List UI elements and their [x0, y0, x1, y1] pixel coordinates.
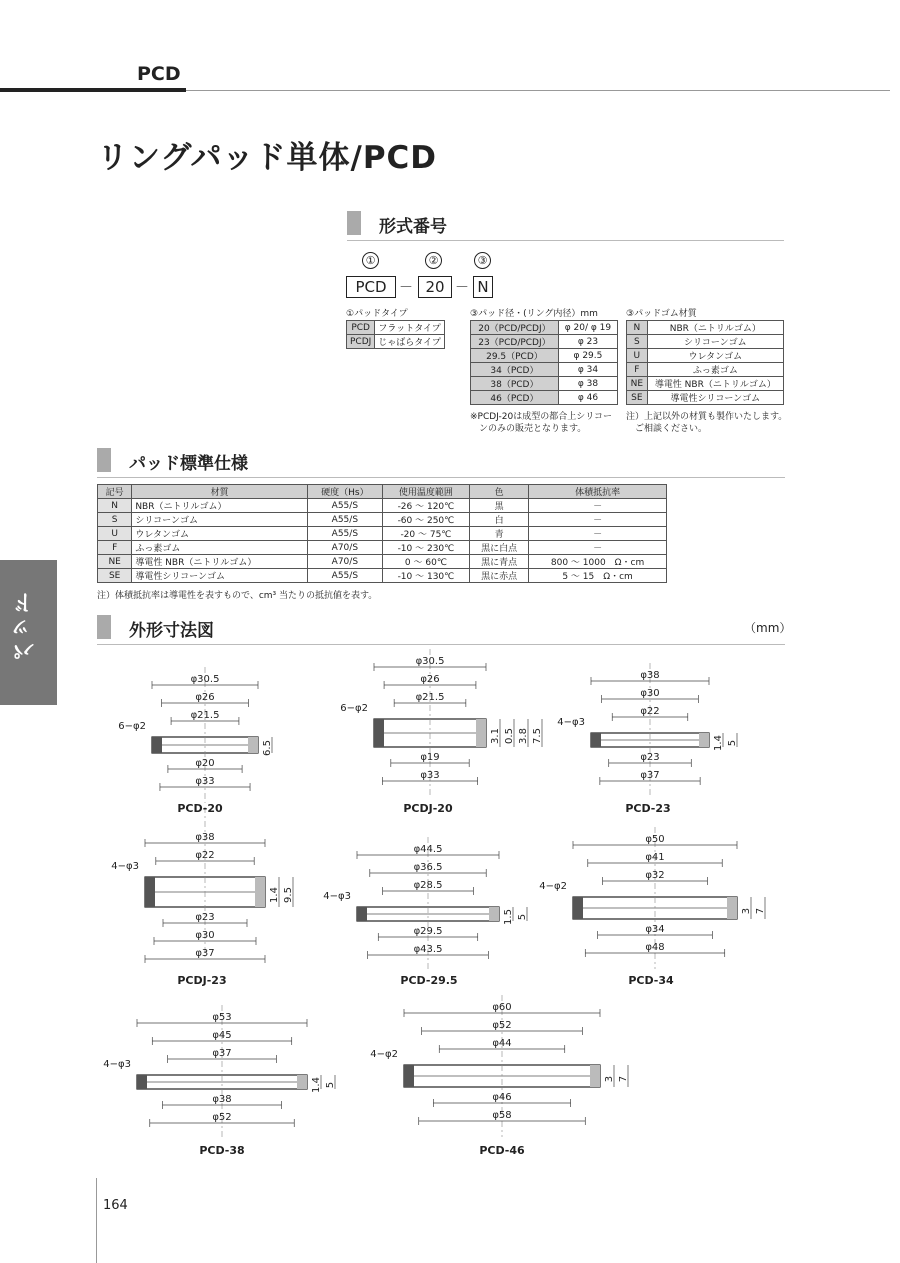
drawing-pcd-38-bottom-dim-1-text: φ52: [212, 1112, 232, 1123]
section-label: PCD: [137, 63, 181, 85]
rubber-note-2: ご相談ください。: [626, 424, 708, 434]
cell: ウレタンゴム: [132, 527, 308, 541]
cell: A70/S: [307, 555, 382, 569]
table-row: [98, 527, 667, 541]
header-rule: [186, 90, 890, 91]
column-header: 体積抵抗率: [529, 485, 667, 499]
pad-type-caption: ①パッドタイプ: [346, 309, 408, 319]
drawing-pcd-46-hole-label: 4−φ2: [370, 1049, 398, 1060]
drawing-pcd-34-section-left: [573, 897, 583, 919]
dims-heading: 外形寸法図: [129, 621, 214, 641]
drawing-pcdj-23-section-left: [145, 877, 155, 907]
model-box-material: N: [473, 276, 493, 298]
drawing-pcd-29-5-section-left: [357, 907, 367, 921]
footer-rule: [96, 1178, 97, 1263]
drawing-pcd-29-5-section-right: [489, 907, 499, 921]
cell: 800 ～ 1000 Ω・cm: [529, 555, 667, 569]
cell: シリコーンゴム: [647, 335, 783, 349]
drawing-pcd-46-side-dim-1: 7: [618, 1075, 629, 1083]
cell: A55/S: [307, 569, 382, 583]
cell: NE: [98, 555, 132, 569]
drawing-pcd-34-side-dim-1: 7: [755, 907, 766, 915]
spec-heading: パッド標準仕様: [129, 454, 248, 474]
drawing-pcd-23-side-dim-0: 1.4: [713, 735, 724, 751]
table-row: [98, 569, 667, 583]
cell: 23（PCD/PCDJ）: [471, 335, 559, 349]
table-row: [627, 363, 784, 377]
drawing-pcd-20-bottom-dim-1-text: φ33: [195, 776, 215, 787]
table-row: [627, 391, 784, 405]
drawing-pcd-38-bottom-dim-0-text: φ38: [212, 1094, 232, 1105]
table-row: [471, 377, 618, 391]
drawing-pcd-46-bottom-dim-1-text: φ58: [492, 1110, 512, 1121]
cell: -26 ～ 120℃: [382, 499, 469, 513]
drawing-pcd-29-5-side-dim-0: 1.5: [503, 909, 514, 925]
pad-diameter-table: [470, 320, 618, 405]
drawing-pcd-34-top-dim-1-text: φ41: [645, 852, 665, 863]
unit-label: （mm）: [744, 621, 792, 635]
drawing-label-pcd-23: PCD-23: [625, 802, 671, 815]
drawing-pcd-20-section-left: [152, 737, 162, 753]
header-bar: [0, 88, 186, 92]
drawing-pcdj-20-top-dim-0-text: φ30.5: [415, 656, 445, 667]
cell: φ 38: [558, 377, 617, 391]
model-number-heading: 形式番号: [379, 217, 447, 237]
cell: 0 ～ 60℃: [382, 555, 469, 569]
column-header: 使用温度範囲: [382, 485, 469, 499]
table-row: [471, 349, 618, 363]
drawing-pcd-38-section-left: [137, 1075, 147, 1089]
drawing-pcdj-23-hole-label: 4−φ3: [111, 861, 139, 872]
cell: A55/S: [307, 499, 382, 513]
cell: 導電性シリコーンゴム: [647, 391, 783, 405]
drawing-label-pcdj-23: PCDJ-23: [177, 974, 227, 987]
drawing-pcdj-20-hole-label: 6−φ2: [340, 703, 368, 714]
cell: NBR（ニトリルゴム）: [647, 321, 783, 335]
heading-rule: [347, 240, 784, 241]
drawing-pcdj-23-top-dim-1-text: φ22: [195, 850, 215, 861]
drawing-pcd-29-5-bottom-dim-0-text: φ29.5: [413, 926, 443, 937]
rubber-note-1: 注）上記以外の材質も製作いたします。: [626, 412, 788, 422]
pad-type-table: [346, 320, 445, 349]
drawing-label-pcd-29-5: PCD-29.5: [400, 974, 458, 987]
cell: F: [627, 363, 648, 377]
drawing-pcd-38-top-dim-0-text: φ53: [212, 1012, 232, 1023]
cell: U: [98, 527, 132, 541]
table-row: [471, 321, 618, 335]
heading-marker: [97, 615, 111, 639]
page-number: 164: [103, 1198, 128, 1213]
drawing-pcdj-20-bottom-dim-0-text: φ19: [420, 752, 440, 763]
cell: 黒に白点: [470, 541, 529, 555]
cell: U: [627, 349, 648, 363]
drawing-pcd-23-bottom-dim-0-text: φ23: [640, 752, 660, 763]
drawing-pcdj-20-side-dim-0: 3.1: [490, 728, 501, 744]
model-box-diameter: 20: [418, 276, 452, 298]
cell: S: [627, 335, 648, 349]
drawing-pcd-23-top-dim-0-text: φ38: [640, 670, 660, 681]
cell: N: [627, 321, 648, 335]
heading-marker: [97, 448, 111, 472]
pad-diameter-note-2: ンのみの販売となります。: [470, 424, 587, 434]
drawing-pcd-29-5-top-dim-0-text: φ44.5: [413, 844, 443, 855]
dash-1: －: [399, 280, 413, 296]
cell: F: [98, 541, 132, 555]
drawing-pcdj-23-bottom-dim-0-text: φ23: [195, 912, 215, 923]
cell: 46（PCD）: [471, 391, 559, 405]
drawing-pcd-23-section-right: [699, 733, 709, 747]
drawing-pcdj-20-top-dim-2-text: φ21.5: [415, 692, 445, 703]
table-header-row: [98, 485, 667, 499]
cell: φ 46: [558, 391, 617, 405]
pad-diameter-caption: ③パッド径・(リング内径）mm: [470, 309, 598, 319]
cell: NBR（ニトリルゴム）: [132, 499, 308, 513]
drawing-pcd-38-top-dim-1-text: φ45: [212, 1030, 232, 1041]
drawing-pcd-34-side-dim-0: 3: [741, 907, 752, 915]
drawing-label-pcd-20: PCD-20: [177, 802, 223, 815]
cell: －: [529, 527, 667, 541]
drawing-pcdj-23-bottom-dim-2-text: φ37: [195, 948, 215, 959]
drawing-pcd-38-side-dim-0: 1.4: [311, 1077, 322, 1093]
dash-2: －: [455, 280, 469, 296]
page-title: リングパッド単体/PCD: [97, 140, 438, 176]
circle-num-3: ③: [474, 252, 491, 269]
spec-table: [97, 484, 667, 583]
cell: φ 29.5: [558, 349, 617, 363]
drawing-pcdj-23-bottom-dim-1-text: φ30: [195, 930, 215, 941]
cell: A70/S: [307, 541, 382, 555]
cell: A55/S: [307, 513, 382, 527]
cell: SE: [98, 569, 132, 583]
table-row: [98, 541, 667, 555]
table-row: [471, 335, 618, 349]
drawing-label-pcdj-20: PCDJ-20: [403, 802, 453, 815]
drawing-pcdj-20-side-dim-1: 0.5: [504, 728, 515, 744]
heading-marker: [347, 211, 361, 235]
cell: ウレタンゴム: [647, 349, 783, 363]
drawing-pcd-23-side-dim-1: 5: [727, 739, 738, 747]
cell: -10 ～ 130℃: [382, 569, 469, 583]
cell: 34（PCD）: [471, 363, 559, 377]
drawing-pcdj-20-side-dim-2: 3.8: [518, 728, 529, 744]
drawing-pcd-29-5-bottom-dim-1-text: φ43.5: [413, 944, 443, 955]
drawing-pcd-46-section-left: [404, 1065, 414, 1087]
table-row: [627, 349, 784, 363]
drawing-pcd-46-top-dim-2-text: φ44: [492, 1038, 512, 1049]
drawing-pcd-20-top-dim-0-text: φ30.5: [190, 674, 220, 685]
drawing-pcd-23-hole-label: 4−φ3: [557, 717, 585, 728]
drawing-pcd-46-side-dim-0: 3: [604, 1075, 615, 1083]
cell: 白: [470, 513, 529, 527]
cell: 導電性シリコーンゴム: [132, 569, 308, 583]
table-row: [347, 335, 445, 349]
drawing-pcd-20-bottom-dim-0-text: φ20: [195, 758, 215, 769]
drawing-pcd-20-top-dim-1-text: φ26: [195, 692, 215, 703]
model-box-type: PCD: [346, 276, 396, 298]
drawing-pcd-34-bottom-dim-0-text: φ34: [645, 924, 665, 935]
table-row: [98, 499, 667, 513]
cell: 黒: [470, 499, 529, 513]
cell: -10 ～ 230℃: [382, 541, 469, 555]
rubber-material-table: [626, 320, 784, 405]
drawing-pcd-34-top-dim-0-text: φ50: [645, 834, 665, 845]
cell: 38（PCD）: [471, 377, 559, 391]
cell: φ 23: [558, 335, 617, 349]
dimension-drawings: [0, 645, 900, 1165]
cell: 5 ～ 15 Ω・cm: [529, 569, 667, 583]
table-row: [347, 321, 445, 335]
table-row: [627, 377, 784, 391]
circle-num-1: ①: [362, 252, 379, 269]
drawing-pcd-46-top-dim-0-text: φ60: [492, 1002, 512, 1013]
table-row: [98, 513, 667, 527]
cell: シリコーンゴム: [132, 513, 308, 527]
drawing-pcd-29-5-side-dim-1: 5: [517, 913, 528, 921]
drawing-pcd-38-top-dim-2-text: φ37: [212, 1048, 232, 1059]
drawing-pcd-23-section-left: [591, 733, 601, 747]
drawing-pcdj-23-section-right: [255, 877, 265, 907]
table-row: [471, 391, 618, 405]
drawing-pcd-46-section-right: [590, 1065, 600, 1087]
rubber-caption: ③パッドゴム材質: [626, 309, 697, 319]
cell: 導電性 NBR（ニトリルゴム）: [132, 555, 308, 569]
drawing-pcd-23-top-dim-2-text: φ22: [640, 706, 660, 717]
cell: －: [529, 541, 667, 555]
cell: NE: [627, 377, 648, 391]
drawing-label-pcd-46: PCD-46: [479, 1144, 525, 1157]
drawing-pcd-20-top-dim-2-text: φ21.5: [190, 710, 220, 721]
drawing-pcdj-23-top-dim-0-text: φ38: [195, 832, 215, 843]
table-row: [627, 335, 784, 349]
cell: 導電性 NBR（ニトリルゴム）: [647, 377, 783, 391]
drawing-label-pcd-38: PCD-38: [199, 1144, 245, 1157]
cell: A55/S: [307, 527, 382, 541]
cell: フラットタイプ: [375, 321, 445, 335]
table-row: [98, 555, 667, 569]
drawing-pcdj-20-top-dim-1-text: φ26: [420, 674, 440, 685]
drawing-pcdj-23-side-dim-1: 9.5: [283, 887, 294, 903]
column-header: 硬度（Hs）: [307, 485, 382, 499]
drawing-pcd-34-bottom-dim-1-text: φ48: [645, 942, 665, 953]
column-header: 記号: [98, 485, 132, 499]
table-row: [471, 363, 618, 377]
cell: ふっ素ゴム: [647, 363, 783, 377]
cell: 黒に青点: [470, 555, 529, 569]
drawing-pcd-46-top-dim-1-text: φ52: [492, 1020, 512, 1031]
drawing-pcd-38-section-right: [297, 1075, 307, 1089]
drawing-pcd-20-side-dim-0: 6.5: [262, 740, 273, 756]
drawing-pcdj-20-side-dim-3: 7.5: [532, 728, 543, 744]
drawing-pcd-23-bottom-dim-1-text: φ37: [640, 770, 660, 781]
drawing-pcdj-20-section-left: [374, 719, 384, 747]
drawing-pcd-20-hole-label: 6−φ2: [118, 721, 146, 732]
cell: －: [529, 499, 667, 513]
cell: PCDJ: [347, 335, 375, 349]
cell: φ 34: [558, 363, 617, 377]
drawing-pcdj-23-side-dim-0: 1.4: [269, 887, 280, 903]
cell: ふっ素ゴム: [132, 541, 308, 555]
pad-diameter-note-1: ※PCDJ-20は成型の都合上シリコー: [470, 412, 613, 422]
cell: N: [98, 499, 132, 513]
drawing-pcd-38-side-dim-1: 5: [325, 1081, 336, 1089]
cell: -20 ～ 75℃: [382, 527, 469, 541]
drawing-pcd-34-hole-label: 4−φ2: [539, 881, 567, 892]
cell: －: [529, 513, 667, 527]
column-header: 色: [470, 485, 529, 499]
drawing-pcd-34-top-dim-2-text: φ32: [645, 870, 665, 881]
drawing-pcd-23-top-dim-1-text: φ30: [640, 688, 660, 699]
cell: S: [98, 513, 132, 527]
table-row: [627, 321, 784, 335]
spec-note: 注）体積抵抗率は導電性を表すもので、cm³ 当たりの抵抗値を表す。: [97, 591, 378, 601]
cell: じゃばらタイプ: [375, 335, 445, 349]
cell: 20（PCD/PCDJ）: [471, 321, 559, 335]
cell: -60 ～ 250℃: [382, 513, 469, 527]
cell: 29.5（PCD）: [471, 349, 559, 363]
cell: 黒に赤点: [470, 569, 529, 583]
drawing-pcd-20-section-right: [248, 737, 258, 753]
cell: SE: [627, 391, 648, 405]
drawing-pcdj-20-section-right: [476, 719, 486, 747]
drawing-pcd-38-hole-label: 4−φ3: [103, 1059, 131, 1070]
column-header: 材質: [132, 485, 308, 499]
drawing-pcd-29-5-hole-label: 4−φ3: [323, 891, 351, 902]
drawing-pcdj-20-bottom-dim-1-text: φ33: [420, 770, 440, 781]
drawing-pcd-46-bottom-dim-0-text: φ46: [492, 1092, 512, 1103]
cell: PCD: [347, 321, 375, 335]
circle-num-2: ②: [425, 252, 442, 269]
drawing-label-pcd-34: PCD-34: [628, 974, 674, 987]
drawing-pcd-29-5-top-dim-1-text: φ36.5: [413, 862, 443, 873]
drawing-pcd-29-5-top-dim-2-text: φ28.5: [413, 880, 443, 891]
heading-rule: [97, 477, 785, 478]
cell: φ 20/ φ 19: [558, 321, 617, 335]
side-tab-label: パッド: [13, 590, 38, 662]
cell: 青: [470, 527, 529, 541]
drawing-pcd-34-section-right: [727, 897, 737, 919]
